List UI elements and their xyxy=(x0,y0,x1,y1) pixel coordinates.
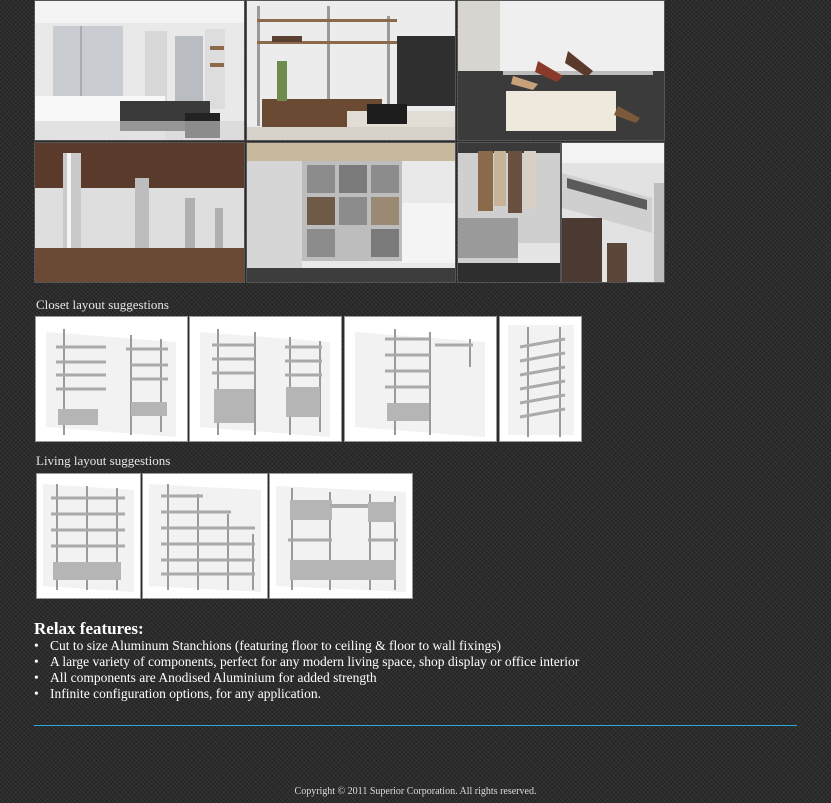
features-list xyxy=(34,638,794,702)
photo-clothing-wardrobe xyxy=(457,142,561,283)
closet-section-title: Closet layout suggestions xyxy=(36,297,169,312)
photo-shoe-rack xyxy=(457,0,665,141)
copyright-text: Copyright © 2011 Superior Corporation. All rights reserved. xyxy=(294,786,537,797)
feature-item: • Infinite configuration options, for any application. xyxy=(34,686,794,702)
closet-layout-4[interactable] xyxy=(499,316,582,442)
features-title: Relax features: xyxy=(34,619,144,638)
living-layout-2[interactable] xyxy=(142,473,268,599)
closet-layout-2[interactable] xyxy=(189,316,342,442)
living-layout-3[interactable] xyxy=(269,473,413,599)
photo-pull-out-drawer xyxy=(561,142,665,283)
photo-open-shelving-room xyxy=(246,0,456,141)
feature-item: • All components are Anodised Aluminium for added strength xyxy=(34,670,794,686)
divider-line xyxy=(34,725,797,726)
feature-item: • A large variety of components, perfect for any modern living space, shop display or office interior xyxy=(34,654,794,670)
feature-item: • Cut to size Aluminum Stanchions (featuring floor to ceiling & floor to wall fixings) xyxy=(34,638,794,654)
photo-bedroom-wardrobe xyxy=(34,0,245,141)
photo-aluminium-stanchions xyxy=(34,142,245,283)
photo-cube-storage-unit xyxy=(246,142,456,283)
living-layout-1[interactable] xyxy=(36,473,141,599)
living-section-title: Living layout suggestions xyxy=(36,453,171,468)
closet-layout-1[interactable] xyxy=(35,316,188,442)
closet-layout-3[interactable] xyxy=(344,316,497,442)
